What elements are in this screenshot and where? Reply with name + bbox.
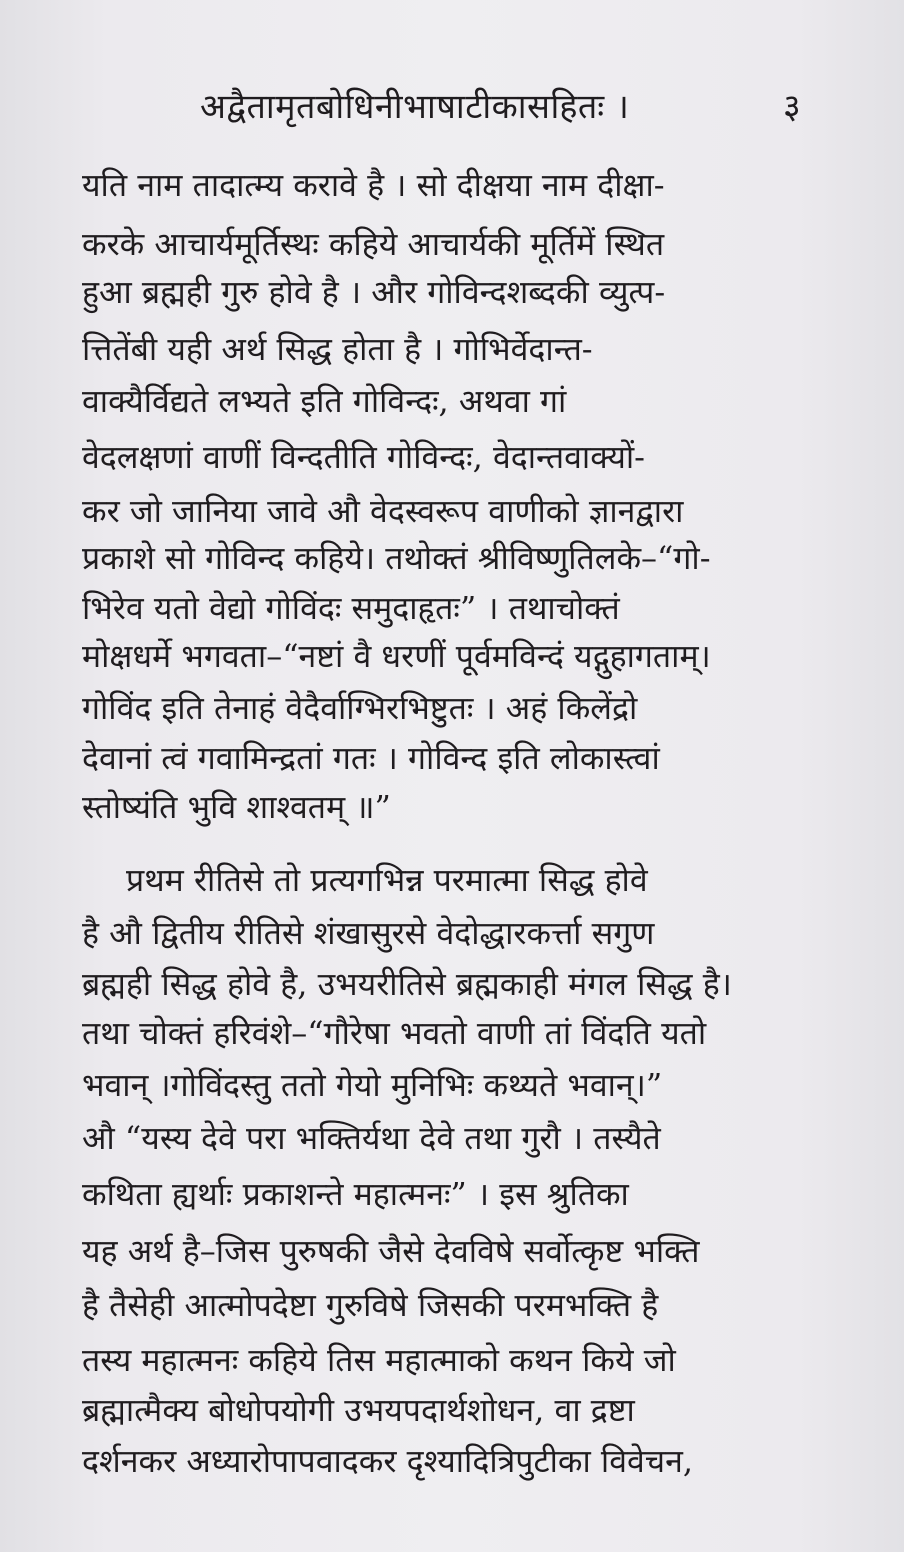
text-line: प्रकाशे सो गोविन्द कहिये। तथोक्तं श्रीविष्णुतिलके–“गो- [82,539,711,577]
text-line: यह अर्थ है–जिस पुरुषकी जैसे देवविषे सर्वोत्कृष्ट भक्ति [82,1232,700,1270]
text-line: भवान् ।गोविंदस्तु ततो गेयो मुनिभिः कथ्यते भवान्।” [82,1066,663,1104]
text-line: यति नाम तादात्म्य करावे है । सो दीक्षया नाम दीक्षा- [82,166,665,204]
text-line: है तैसेही आत्मोपदेष्टा गुरुविषे जिसकी परमभक्ति है [82,1286,659,1324]
text-line: है औ द्वितीय रीतिसे शंखासुरसे वेदोद्धारकर्त्ता सगुण [82,914,655,952]
text-line: कर जो जानिया जावे औ वेदस्वरूप वाणीको ज्ञानद्वारा [82,492,684,530]
text-line: वेदलक्षणां वाणीं विन्दतीति गोविन्दः, वेदान्तवाक्यों- [82,438,645,476]
text-line: तथा चोक्तं हरिवंशे–“गौरेषा भवतो वाणी तां विंदति यतो [82,1014,707,1052]
text-line: ब्रह्मात्मैक्य बोधोपयोगी उभयपदार्थशोधन, वा द्रष्टा [82,1391,635,1429]
text-line: तस्य महात्मनः कहिये तिस महात्माको कथन किये जो [82,1341,676,1379]
text-line: वाक्यैर्विद्यते लभ्यते इति गोविन्दः, अथवा गां [82,382,567,420]
text-line: प्रथम रीतिसे तो प्रत्यगभिन्न परमात्मा सिद्ध होवे [126,861,648,899]
text-line: स्तोष्यंति भुवि शाश्वतम् ॥” [82,788,391,826]
text-line: करके आचार्यमूर्तिस्थः कहिये आचार्यकी मूर्तिमें स्थित [82,225,665,263]
text-line: दर्शनकर अध्यारोपापवादकर दृश्यादित्रिपुटीका विवेचन, [82,1442,694,1480]
text-line: त्तितेंबी यही अर्थ सिद्ध होता है । गोभिर्वेदान्त- [82,330,593,368]
page-number: ३ [783,87,801,127]
text-line: कथिता ह्यर्थाः प्रकाशन्ते महात्मनः” । इस श्रुतिका [82,1175,629,1213]
running-header [0,84,904,130]
text-line: गोविंद इति तेनाहं वेदैर्वाग्भिरभिष्टुतः । अहं किलेंद्रो [82,689,638,727]
text-line: देवानां त्वं गवामिन्द्रतां गतः । गोविन्द इति लोकास्त्वां [82,739,660,777]
text-line: मोक्षधर्मे भगवता–“नष्टां वै धरणीं पूर्वमविन्दं यद्गुहागताम्। [82,637,711,675]
text-line: औ “यस्य देवे परा भक्तिर्यथा देवे तथा गुरौ । तस्यैते [82,1119,661,1157]
text-line: हुआ ब्रह्मही गुरु होवे है । और गोविन्दशब्दकी व्युत्प- [82,273,666,311]
running-title: अद्वैतामृतबोधिनीभाषाटीकासहितः । [200,87,630,127]
text-line: ब्रह्मही सिद्ध होवे है, उभयरीतिसे ब्रह्मकाही मंगल सिद्ध है। [82,965,732,1003]
text-line: भिरेव यतो वेद्यो गोविंदः समुदाहृतः” । तथाचोक्तं [82,589,620,627]
